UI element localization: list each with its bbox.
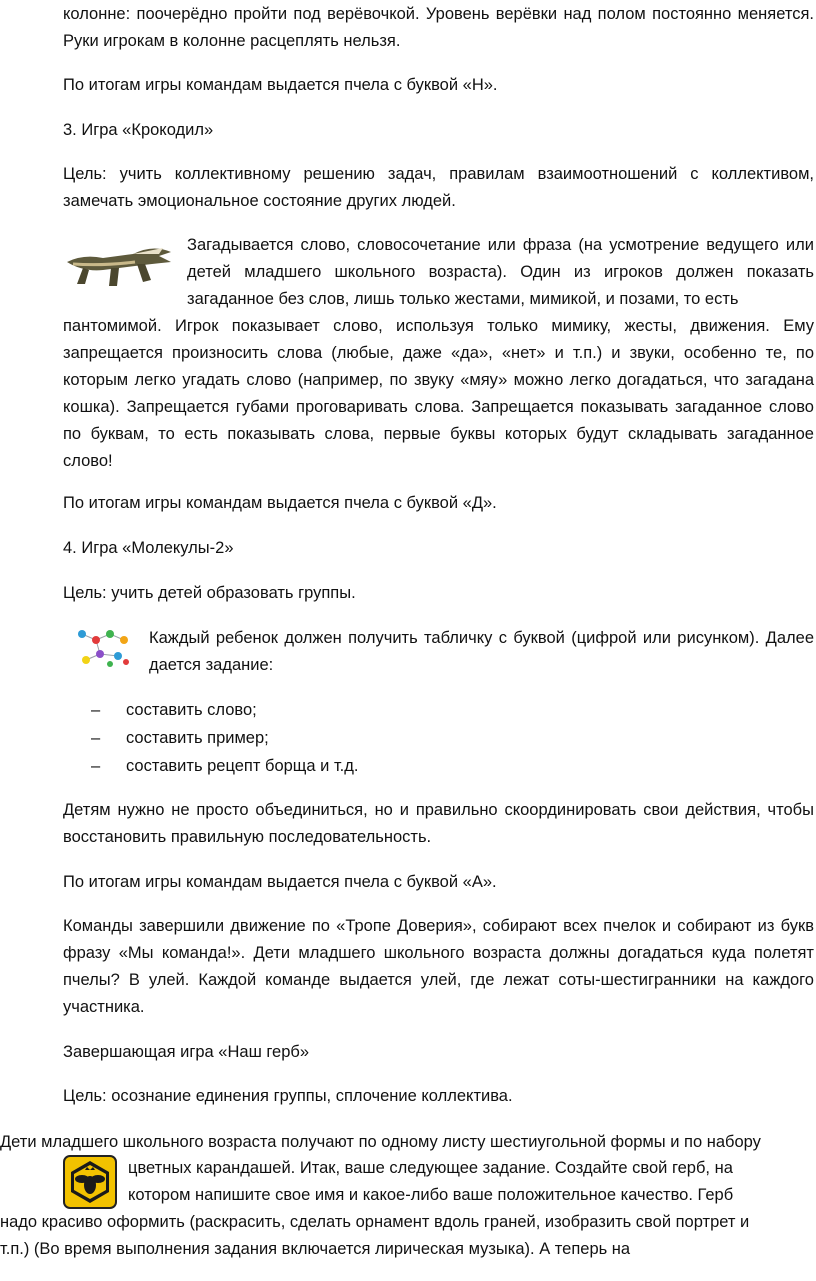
molecules-image — [74, 626, 132, 668]
list-item-text: составить пример; — [126, 729, 269, 747]
paragraph-rope-continued: колонне: поочерёдно пройти под верёвочкой. Уровень верёвки над полом постоянно меняется. Руки игрокам в колонне расцеплять нельзя. — [63, 5, 814, 50]
crocodile-goal: Цель: учить коллективному решению задач, правилам взаимоотношений с коллективом, замечать эмоциональное состояние других людей. — [63, 165, 814, 210]
award-letter-d: По итогам игры командам выдается пчела с буквой «Д». — [63, 494, 497, 512]
list-item-text: составить рецепт борща и т.д. — [126, 757, 359, 775]
bee-emblem-image — [63, 1155, 117, 1209]
list-item-text: составить слово; — [126, 701, 257, 719]
heading-final-game: Завершающая игра «Наш герб» — [63, 1043, 310, 1061]
teams-paragraph: Команды завершили движение по «Тропе Доверия», собирают всех пчелок и собирают из букв фразу «Мы команда!». Дети младшего школьного возраста должны догадаться куда полетят пчелы? В улей. Каждой команде выдается улей, где лежат соты-шестигранники на каждого участника. — [63, 917, 814, 1016]
award-letter-a: По итогам игры командам выдается пчела с буквой «А». — [63, 873, 497, 891]
crocodile-image — [63, 232, 175, 294]
final-line-1: Дети младшего школьного возраста получают по одному листу шестиугольной формы и по набору — [0, 1133, 761, 1151]
coordination-paragraph: Детям нужно не просто объединиться, но и правильно скоординировать свои действия, чтобы восстановить правильную последовательность. — [63, 801, 814, 846]
final-line-5: т.п.) (Во время выполнения задания включается лирическая музыка). А теперь на — [0, 1240, 631, 1258]
list-dash: – — [91, 701, 101, 719]
molecules-rules: Каждый ребенок должен получить табличку с буквой (цифрой или рисунком). Далее дается задание: — [149, 629, 814, 674]
final-line-4: надо красиво оформить (раскрасить, сделать орнамент вдоль граней, изобразить свой портрет и — [0, 1213, 750, 1231]
award-letter-n: По итогам игры командам выдается пчела с буквой «Н». — [63, 76, 498, 94]
list-dash: – — [91, 757, 101, 775]
final-game-goal: Цель: осознание единения группы, сплочение коллектива. — [63, 1087, 513, 1105]
heading-game-crocodile: 3. Игра «Крокодил» — [63, 121, 214, 139]
final-line-2: цветных карандашей. Итак, ваше следующее задание. Создайте свой герб, на — [128, 1159, 733, 1177]
crocodile-rules: пантомимой. Игрок показывает слово, используя только мимику, жесты, движения. Ему запрещается произносить слова (любые, даже «да», «нет» и т.п.) и звуки, особенно те, по которым легко угадать слово (например, по звуку «мяу» можно легко догадаться, что загадана кошка). Запрещается губами проговаривать слова. Запрещается показывать загаданное слово по буквам, то есть показывать слова, первые буквы которых будут складывать загаданное слово! — [63, 317, 814, 470]
crocodile-rules-wrapped: Загадывается слово, словосочетание или фраза (на усмотрение ведущего или детей младшего школьного возраста). Один из игроков должен показать загаданное без слов, лишь только жестами, мимикой, и позами, то есть — [187, 236, 814, 308]
final-line-3: котором напишите свое имя и какое-либо ваше положительное качество. Герб — [128, 1186, 734, 1204]
list-dash: – — [91, 729, 101, 747]
heading-game-molecules: 4. Игра «Молекулы-2» — [63, 539, 234, 557]
molecules-goal: Цель: учить детей образовать группы. — [63, 584, 356, 602]
